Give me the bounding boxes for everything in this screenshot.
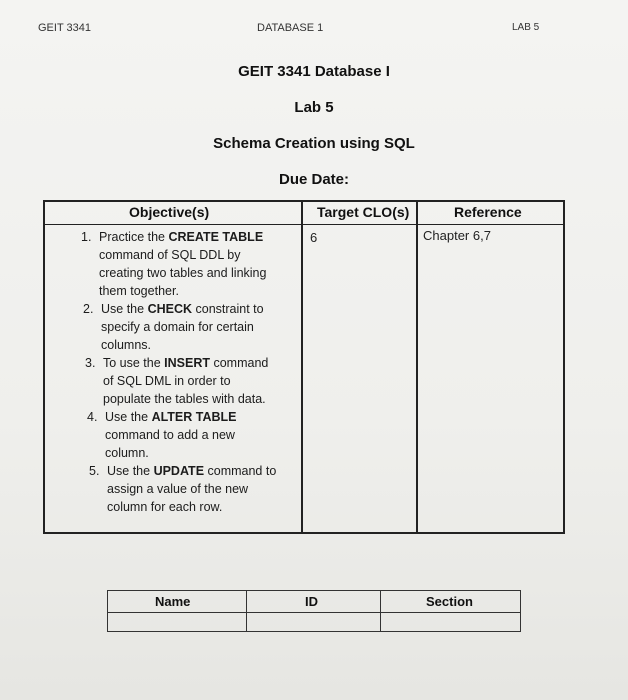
objective-text: of SQL DML in order to [103,374,231,388]
objective-line [101,336,311,354]
objective-line [99,282,311,300]
objective-line [99,264,311,282]
objective-text: command to [204,464,277,478]
objective-text: To use the [103,356,165,370]
header-course-name: DATABASE 1 [257,22,324,34]
objective-text: Use the [105,410,152,424]
objective-text: column for each row. [107,500,223,514]
objective-line [101,318,311,336]
objective-number: 2. [83,302,94,316]
objective-item [89,462,311,516]
objective-text: creating two tables and linking [99,266,267,280]
objective-text: Use the [107,464,154,478]
due-date-label: Due Date: [278,171,349,188]
objective-text: constraint to [192,302,264,316]
column-divider [380,590,381,632]
objective-text: columns. [101,338,152,352]
objective-text: populate the tables with data. [103,392,266,406]
objective-text: command of SQL DDL by [99,248,241,262]
objectives-list [81,228,311,516]
objective-text: them together. [99,284,179,298]
sql-keyword: INSERT [164,356,210,370]
course-title: GEIT 3341 Database I [238,63,390,80]
column-divider [416,200,418,534]
objective-text: Use the [101,302,148,316]
column-divider [246,590,247,632]
objective-number: 3. [85,356,96,370]
id-header: ID [305,594,318,609]
objectives-header: Objective(s) [129,204,210,220]
objective-number: 4. [87,410,98,424]
objective-number: 1. [81,230,92,244]
objective-text: command [210,356,269,370]
objective-text: command to add a new [105,428,235,442]
objective-line [105,444,311,462]
objective-item [83,300,311,354]
objective-line [107,462,311,480]
lab-title: Lab 5 [294,99,334,116]
objective-line [103,354,311,372]
sql-keyword: ALTER TABLE [151,410,237,424]
objective-item [85,354,311,408]
objective-number: 5. [89,464,100,478]
target-clo-value: 6 [310,230,318,245]
objective-text: assign a value of the new [107,482,249,496]
objective-line [99,228,311,246]
header-row-divider [107,612,521,613]
reference-header: Reference [454,204,522,220]
section-header: Section [426,594,473,609]
header-lab-number: LAB 5 [512,22,540,33]
objective-item [81,228,311,300]
objective-line [103,390,311,408]
objective-line [107,480,311,498]
objective-line [105,408,311,426]
target-clo-header: Target CLO(s) [317,204,410,220]
objective-line [107,498,311,516]
objective-line [99,246,311,264]
objective-text: column. [105,446,149,460]
objectives-table [43,200,565,534]
header-row-divider [43,224,565,225]
sql-keyword: UPDATE [153,464,205,478]
sql-keyword: CHECK [147,302,193,316]
objective-line [105,426,311,444]
name-header: Name [155,594,191,609]
student-info-table [107,590,521,632]
header-course-code: GEIT 3341 [38,22,91,34]
reference-value: Chapter 6,7 [423,228,491,243]
sql-keyword: CREATE TABLE [168,230,264,244]
topic-title: Schema Creation using SQL [213,135,415,152]
objective-item [87,408,311,462]
objective-text: Practice the [99,230,169,244]
objective-line [103,372,311,390]
objective-line [101,300,311,318]
objective-text: specify a domain for certain [101,320,254,334]
